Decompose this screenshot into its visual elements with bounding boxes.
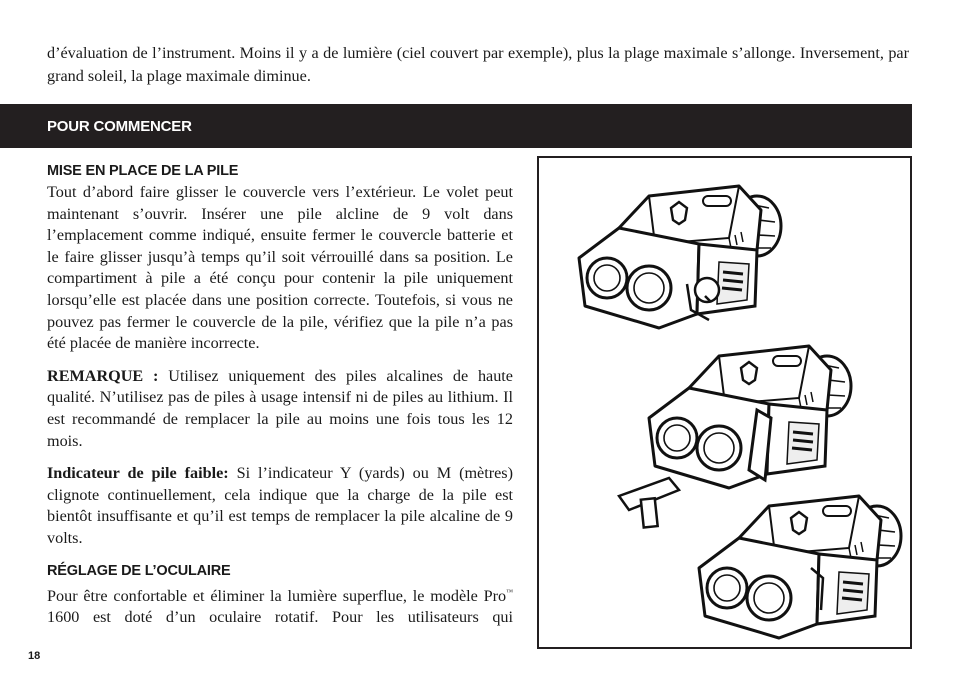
section-header-bar — [0, 104, 912, 148]
eyepiece-text-after: 1600 est doté d’un oculaire rotatif. Pour les utilisateurs qui — [47, 608, 513, 627]
battery-heading: MISE EN PLACE DE LA PILE — [47, 163, 239, 179]
note-paragraph — [47, 366, 513, 452]
rangefinder-drawing — [539, 158, 910, 647]
eyepiece-heading: RÉGLAGE DE L’OCULAIRE — [47, 562, 231, 579]
note-text: Utilisez uniquement des piles alcalines de haute qualité. N’utilisez pas de piles à usage intensif ni de piles au lithium. Il est recommandé de remplacer la pile au moins une fois tous les 12 mois. — [47, 366, 513, 450]
rangefinder-view-3 — [699, 496, 901, 638]
text-column — [47, 160, 513, 629]
indicator-paragraph — [47, 463, 513, 549]
page-number: 18 — [28, 650, 41, 662]
note-label: REMARQUE : — [47, 366, 159, 385]
section-title: POUR COMMENCER — [47, 117, 192, 135]
trademark-symbol: ™ — [506, 587, 513, 596]
indicator-text: Si l’indicateur Y (yards) ou M (mètres) clignote continuellement, cela indique que la charge de la pile est bientôt insuffisante et qu’il est temps de remplacer la pile alcaline de 9 volts. — [47, 464, 513, 547]
rangefinder-illustration — [537, 156, 912, 649]
eyepiece-text-before: Pour être confortable et éliminer la lumière superflue, le modèle Pro — [47, 586, 507, 605]
eyepiece-paragraph — [47, 582, 513, 629]
rangefinder-view-1 — [579, 186, 781, 328]
indicator-label: Indicateur de pile faible: — [47, 464, 229, 483]
battery-paragraph: Tout d’abord faire glisser le couvercle vers l’extérieur. Le volet peut maintenant s’ouvrir. Insérer une pile alcline de 9 volt dans l’emplacement comme indiqué, ensuite fermer le couvercle batterie et le faire glisser jusqu’à temps qu’il soit vérrouillé dans sa position. Le compartiment à pile a été conçu pour contenir la pile uniquement lorsqu’elle est placée dans une position correcte. Toutefois, si vous ne pouvez pas fermer le couvercle de la pile, vérifiez que la pile n’a pas été placée de manière incorrecte. — [47, 183, 513, 353]
intro-paragraph: d’évaluation de l’instrument. Moins il y a de lumière (ciel couvert par exemple), plus la plage maximale s’allonge. Inversement, par grand soleil, la plage maximale diminue. — [47, 44, 909, 85]
